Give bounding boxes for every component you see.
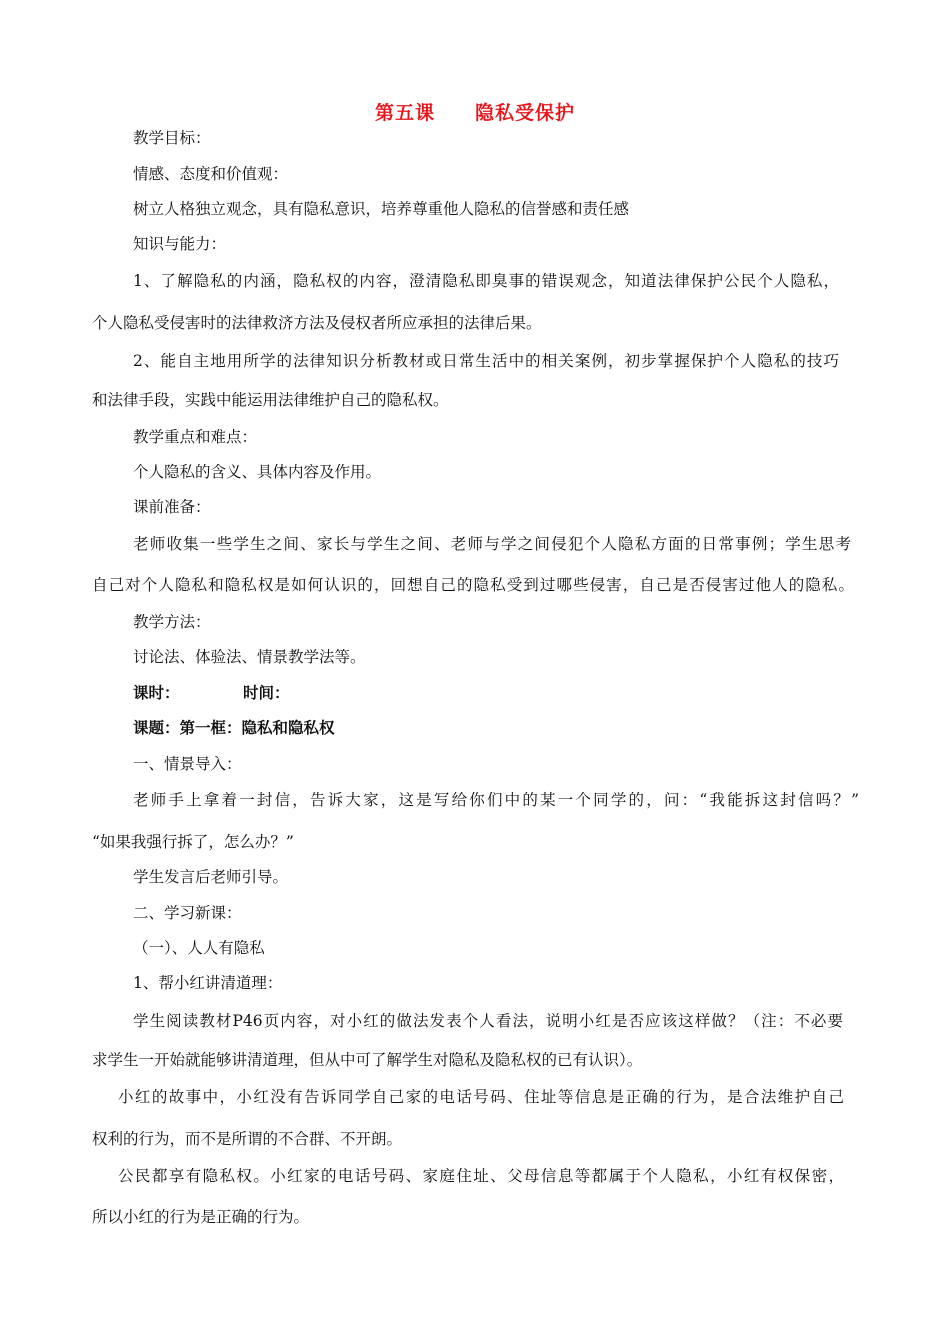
- paragraph-item-1-line-2: 个人隐私受侵害时的法律救济方法及侵权者所应承担的法律后果。: [92, 314, 542, 332]
- paragraph-preparation-line-1: 老师收集一些学生之间、家长与学生之间、老师与学之间侵犯个人隐私方面的日常事例；学生思考: [133, 535, 851, 553]
- paragraph-situation-line-1: 老师手上拿着一封信，告诉大家，这是写给你们中的某一个同学的，问：“我能拆这封信吗？”: [133, 791, 859, 809]
- paragraph-right-line-2: 所以小红的行为是正确的行为。: [92, 1208, 310, 1226]
- heading-teaching-goals: 教学目标：: [133, 129, 211, 147]
- lesson-title: 第五课 隐私受保护: [374, 102, 575, 124]
- paragraph-preparation-line-2: 自己对个人隐私和隐私权是如何认识的，回想自己的隐私受到过哪些侵害，自己是否侵害过他人的隐私。: [92, 576, 854, 594]
- heading-lesson-topic: 课题：第一框：隐私和隐私权: [133, 718, 335, 737]
- heading-new-lesson: 二、学习新课：: [133, 904, 242, 922]
- heading-everyone-has-privacy: （一）、人人有隐私: [133, 939, 265, 957]
- label-class-hours: 课时：: [133, 683, 180, 702]
- paragraph-key-points: 个人隐私的含义、具体内容及作用。: [133, 463, 382, 481]
- heading-help-xiaohong: 1、帮小红讲清道理：: [133, 974, 283, 992]
- paragraph-reading-line-2: 求学生一开始就能够讲清道理，但从中可了解学生对隐私及隐私权的已有认识）。: [92, 1051, 643, 1069]
- paragraph-story-line-1: 小红的故事中，小红没有告诉同学自己家的电话号码、住址等信息是正确的行为，是合法维护自己: [118, 1088, 844, 1106]
- heading-situation-intro: 一、情景导入：: [133, 755, 242, 773]
- paragraph-teaching-methods: 讨论法、体验法、情景教学法等。: [133, 648, 366, 666]
- paragraph-situation-line-2: “如果我强行拆了，怎么办？”: [92, 833, 294, 851]
- paragraph-reading-line-1: 学生阅读教材P46页内容，对小红的做法发表个人看法，说明小红是否应该这样做？（注：不必要: [133, 1012, 843, 1030]
- heading-emotion-values: 情感、态度和价值观：: [133, 165, 289, 183]
- paragraph-values: 树立人格独立观念，具有隐私意识，培养尊重他人隐私的信誉感和责任感: [133, 200, 630, 218]
- heading-teaching-methods: 教学方法：: [133, 613, 211, 631]
- paragraph-item-2-line-1: 2、能自主地用所学的法律知识分析教材或日常生活中的相关案例，初步掌握保护个人隐私的技巧: [133, 352, 839, 370]
- heading-key-points: 教学重点和难点：: [133, 428, 258, 446]
- label-time: 时间：: [243, 683, 290, 702]
- paragraph-story-line-2: 权利的行为，而不是所谓的不合群、不开朗。: [92, 1130, 403, 1148]
- paragraph-item-2-line-2: 和法律手段，实践中能运用法律维护自己的隐私权。: [92, 391, 449, 409]
- paragraph-teacher-guides: 学生发言后老师引导。: [133, 868, 289, 886]
- paragraph-item-1-line-1: 1、了解隐私的内涵，隐私权的内容，澄清隐私即臭事的错误观念，知道法律保护公民个人隐私，: [133, 272, 839, 290]
- paragraph-right-line-1: 公民都享有隐私权。小红家的电话号码、家庭住址、父母信息等都属于个人隐私，小红有权保密，: [118, 1167, 844, 1185]
- heading-preparation: 课前准备：: [133, 498, 211, 516]
- heading-knowledge-ability: 知识与能力：: [133, 235, 227, 253]
